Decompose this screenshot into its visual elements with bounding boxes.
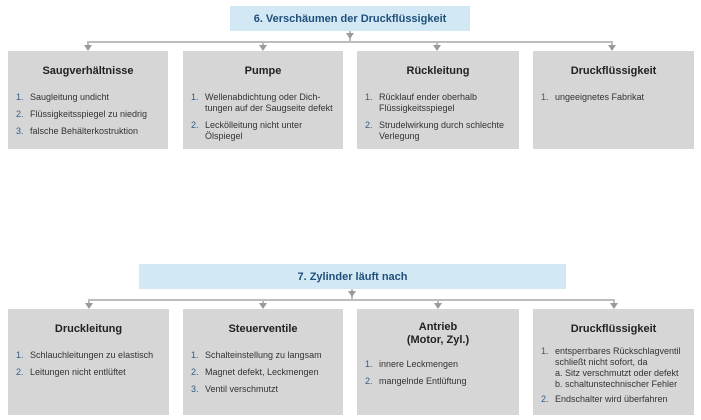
item-number: 1. <box>191 350 199 360</box>
card-title: Saugverhältnisse <box>42 65 134 77</box>
list-item <box>541 346 686 390</box>
item-number: 1. <box>365 92 373 102</box>
item-text: Saugleitung undicht <box>30 92 110 102</box>
card-title: Druckflüssigkeit <box>570 323 657 335</box>
section2-title: 7. Zylinder läuft nach <box>139 264 566 289</box>
item-text: ungeeignetes Fabrikat <box>555 92 645 102</box>
card-title: Druckleitung <box>54 323 123 335</box>
section2-branch-line <box>88 299 615 301</box>
list-item <box>16 109 160 120</box>
item-text: Strudelwirkung durch schlechte Verlegung <box>379 120 505 141</box>
section1-title: 6. Verschäumen der Druckflüssigkeit <box>230 6 470 31</box>
arrow-down-icon <box>348 291 356 297</box>
list-item <box>541 92 686 103</box>
item-number: 1. <box>16 350 24 360</box>
list-item <box>365 376 511 387</box>
list-item <box>365 92 511 114</box>
item-number: 1. <box>541 346 549 356</box>
item-text: Leckölleitung nicht unter Ölspiegel <box>205 120 303 141</box>
item-text: Endschalter wird überfahren <box>555 394 668 404</box>
card-title: Steuerventile <box>228 323 298 335</box>
list-item <box>16 350 161 361</box>
item-text: Leitungen nicht entlüftet <box>30 367 126 377</box>
item-number: 1. <box>541 92 549 102</box>
item-text: Schalteinstellung zu langsam <box>205 350 322 360</box>
section1-branch-line <box>87 41 613 43</box>
list-item <box>16 367 161 378</box>
list-item <box>191 350 335 361</box>
cause-card <box>8 309 169 415</box>
item-number: 2. <box>541 394 549 404</box>
list-item <box>16 92 160 103</box>
item-number: 2. <box>16 367 24 377</box>
item-number: 1. <box>16 92 24 102</box>
cause-card <box>183 51 343 149</box>
cause-card <box>8 51 168 149</box>
cause-card <box>533 309 694 415</box>
item-number: 2. <box>191 120 199 130</box>
card-title: Antrieb (Motor, Zyl.) <box>406 321 470 346</box>
item-number: 2. <box>365 376 373 386</box>
arrow-down-icon <box>346 33 354 39</box>
item-number: 3. <box>191 384 199 394</box>
item-text: Schlauchleitungen zu elastisch <box>30 350 154 360</box>
list-item <box>191 384 335 395</box>
card-title: Rückleitung <box>406 65 470 77</box>
cause-card <box>357 309 519 415</box>
item-number: 2. <box>191 367 199 377</box>
list-item <box>191 92 335 114</box>
item-number: 1. <box>365 359 373 369</box>
cause-card <box>183 309 343 415</box>
card-title: Pumpe <box>244 65 282 77</box>
cause-card <box>533 51 694 149</box>
list-item <box>16 126 160 137</box>
item-number: 1. <box>191 92 199 102</box>
list-item <box>541 394 686 405</box>
item-text: entsperrbares Rückschlagventil schließt nicht sofort, da a. Sitz verschmutzt oder defekt b. schaltunstechnischer Fehler <box>555 346 681 389</box>
item-number: 2. <box>365 120 373 130</box>
item-text: Flüssigkeitsspiegel zu niedrig <box>30 109 148 119</box>
item-text: Ventil verschmutzt <box>205 384 279 394</box>
item-number: 2. <box>16 109 24 119</box>
list-item <box>365 359 511 370</box>
card-title: Druckflüssigkeit <box>570 65 657 77</box>
list-item <box>365 120 511 142</box>
item-text: falsche Behälterkostruktion <box>30 126 139 136</box>
item-text: Magnet defekt, Leckmengen <box>205 367 319 377</box>
item-text: Wellenabdichtung oder Dich- tungen auf der Saugseite defekt <box>205 92 333 113</box>
item-text: mangelnde Entlüftung <box>379 376 467 386</box>
list-item <box>191 120 335 142</box>
cause-card <box>357 51 519 149</box>
list-item <box>191 367 335 378</box>
item-text: innere Leckmengen <box>379 359 459 369</box>
item-number: 3. <box>16 126 24 136</box>
item-text: Rücklauf ender oberhalb Flüssigkeitsspiegel <box>379 92 478 113</box>
